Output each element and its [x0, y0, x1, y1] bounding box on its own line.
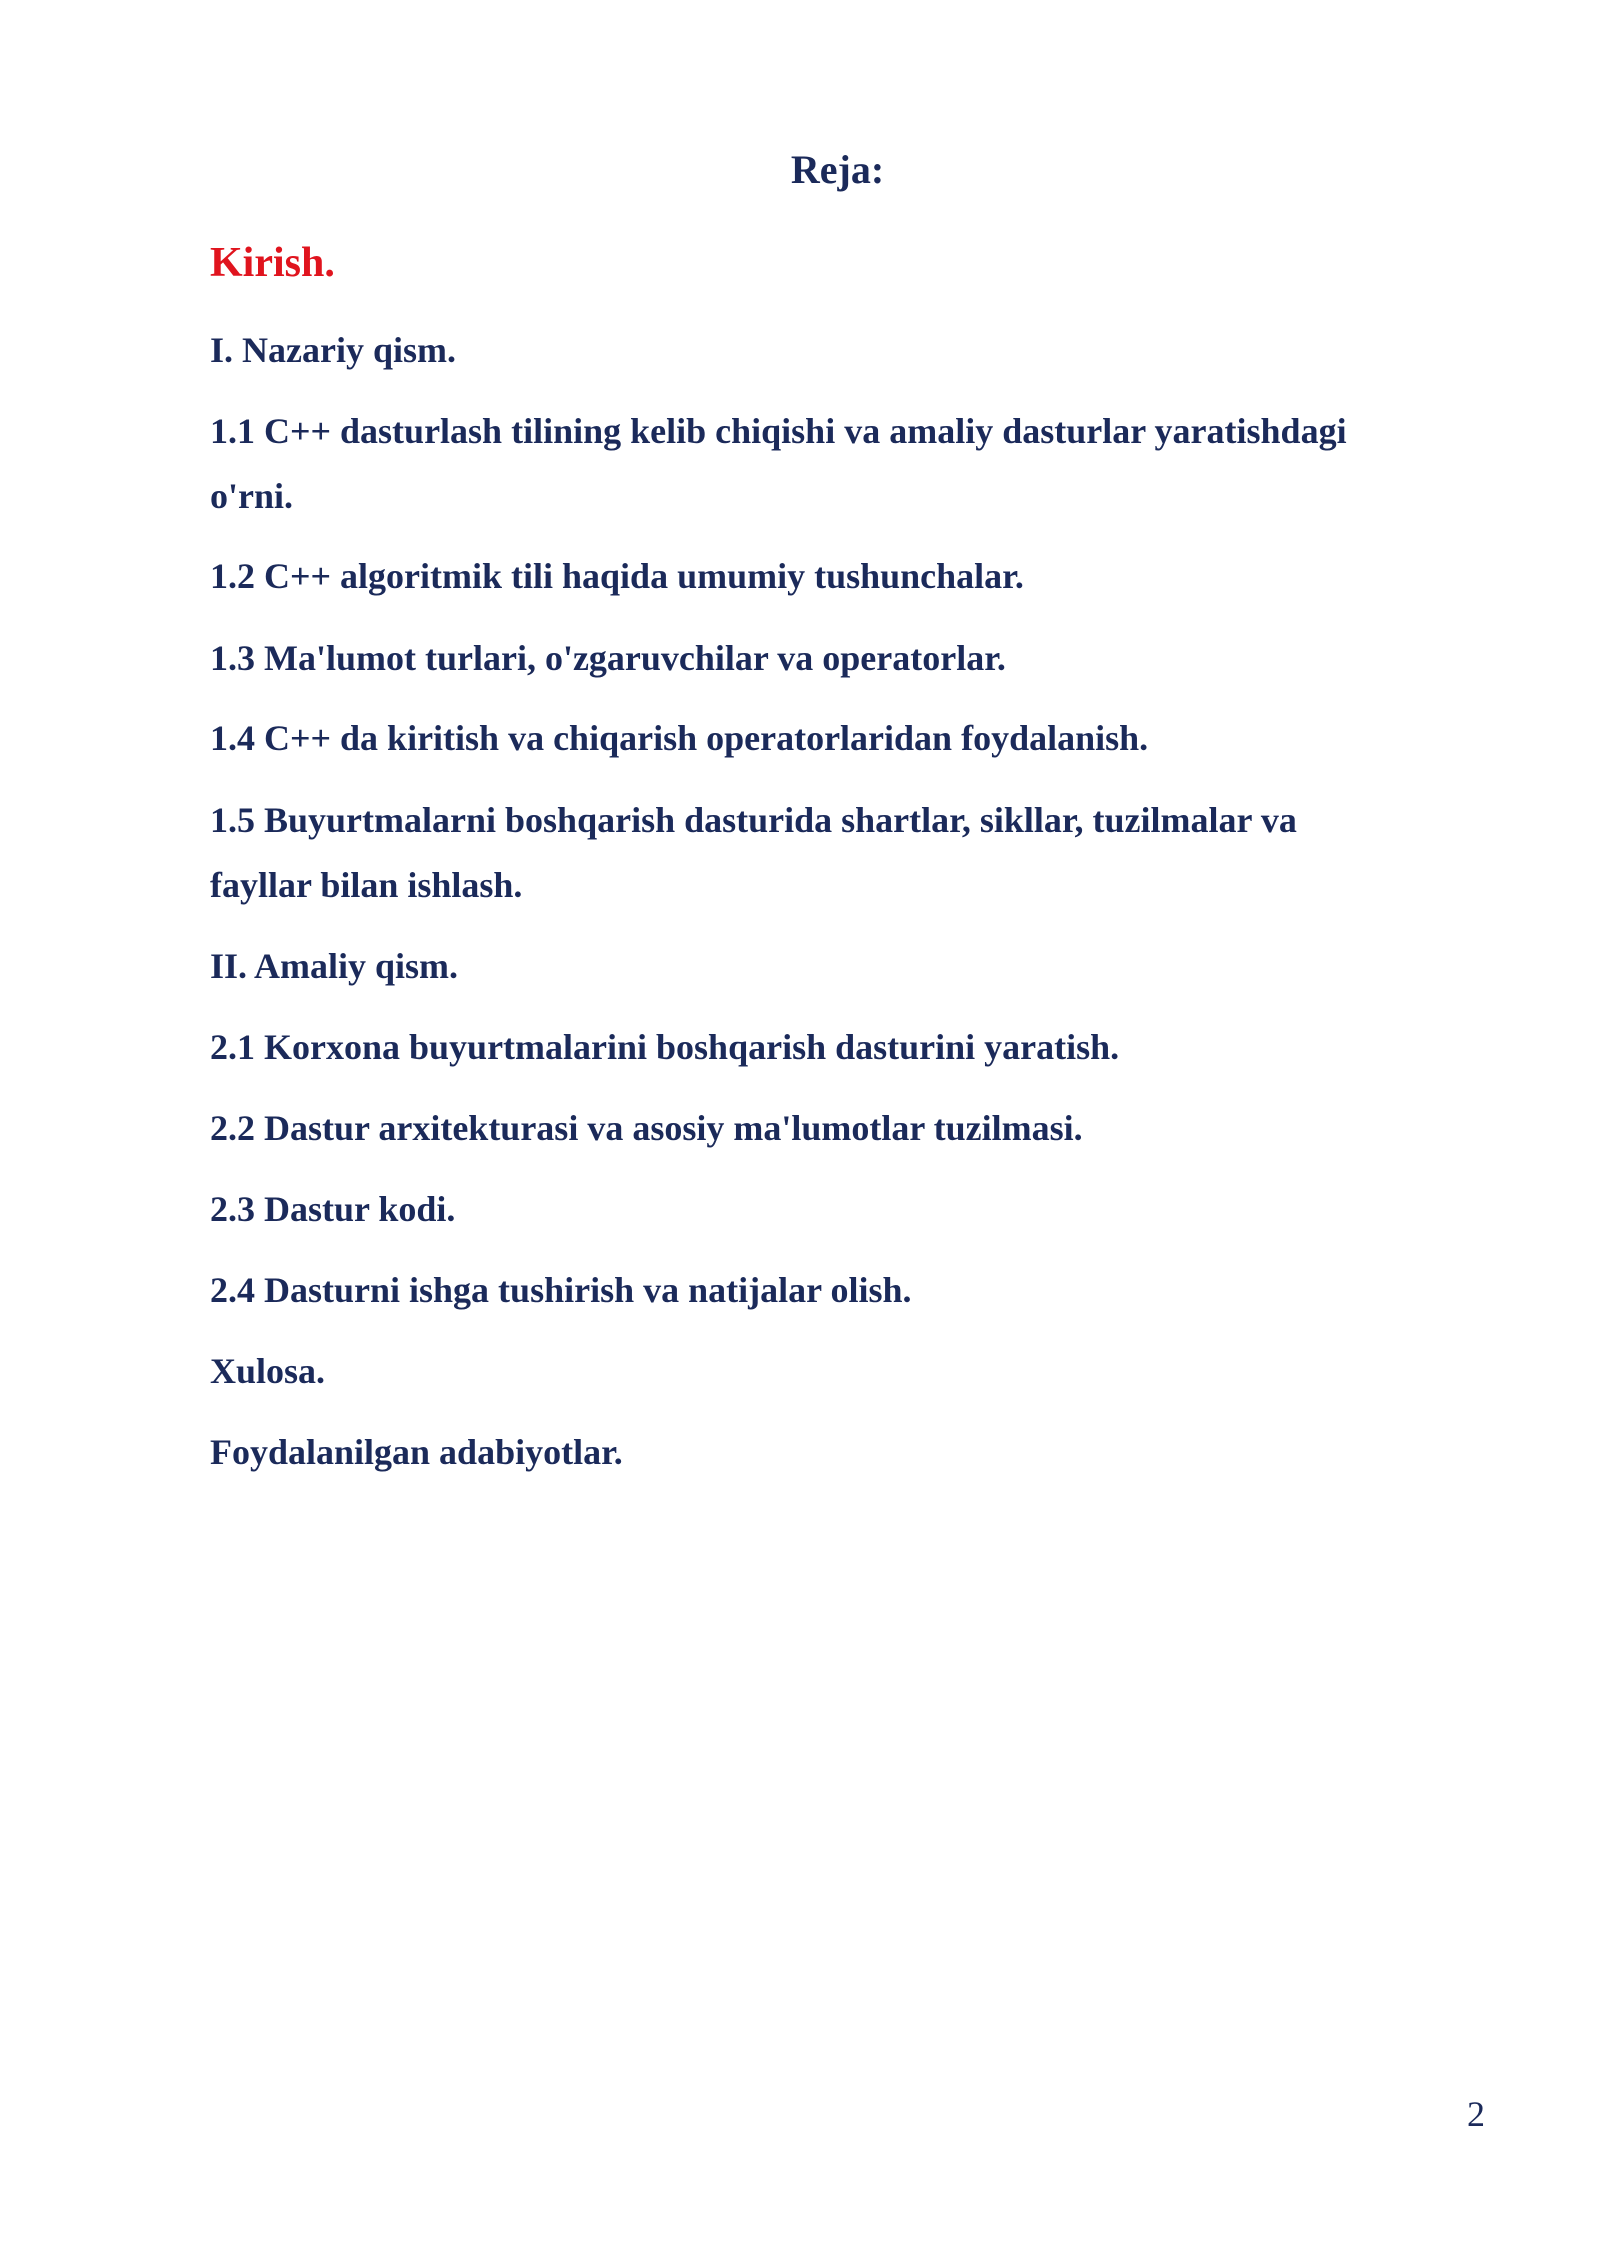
- toc-item-2-2: 2.2 Dastur arxitekturasi va asosiy ma'lumotlar tuzilmasi.: [210, 1108, 1083, 1148]
- toc-item-1-4: 1.4 C++ da kiritish va chiqarish operatorlaridan foydalanish.: [210, 718, 1149, 758]
- toc-item-2-1: 2.1 Korxona buyurtmalarini boshqarish dasturini yaratish.: [210, 1027, 1120, 1067]
- toc-intro: Kirish.: [210, 240, 335, 286]
- toc-item-part-1: I. Nazariy qism.: [210, 330, 456, 370]
- toc-item-conclusion: Xulosa.: [210, 1351, 326, 1391]
- toc-item-2-4: 2.4 Dasturni ishga tushirish va natijalar olish.: [210, 1270, 912, 1310]
- toc-item-1-1-continued: o'rni.: [210, 476, 294, 516]
- toc-item-1-5-continued: fayllar bilan ishlash.: [210, 865, 523, 905]
- page-title: Reja:: [790, 147, 885, 192]
- toc-item-1-2: 1.2 C++ algoritmik tili haqida umumiy tushunchalar.: [210, 556, 1024, 596]
- page-number: 2: [1467, 2094, 1485, 2134]
- toc-item-1-3: 1.3 Ma'lumot turlari, o'zgaruvchilar va operatorlar.: [210, 638, 1006, 678]
- toc-item-2-3: 2.3 Dastur kodi.: [210, 1189, 456, 1229]
- toc-item-1-1: 1.1 C++ dasturlash tilining kelib chiqishi va amaliy dasturlar yaratishdagi: [210, 411, 1347, 451]
- toc-item-1-5: 1.5 Buyurtmalarni boshqarish dasturida shartlar, sikllar, tuzilmalar va: [210, 800, 1297, 840]
- toc-item-references: Foydalanilgan adabiyotlar.: [210, 1432, 623, 1472]
- toc-item-part-2: II. Amaliy qism.: [210, 946, 459, 986]
